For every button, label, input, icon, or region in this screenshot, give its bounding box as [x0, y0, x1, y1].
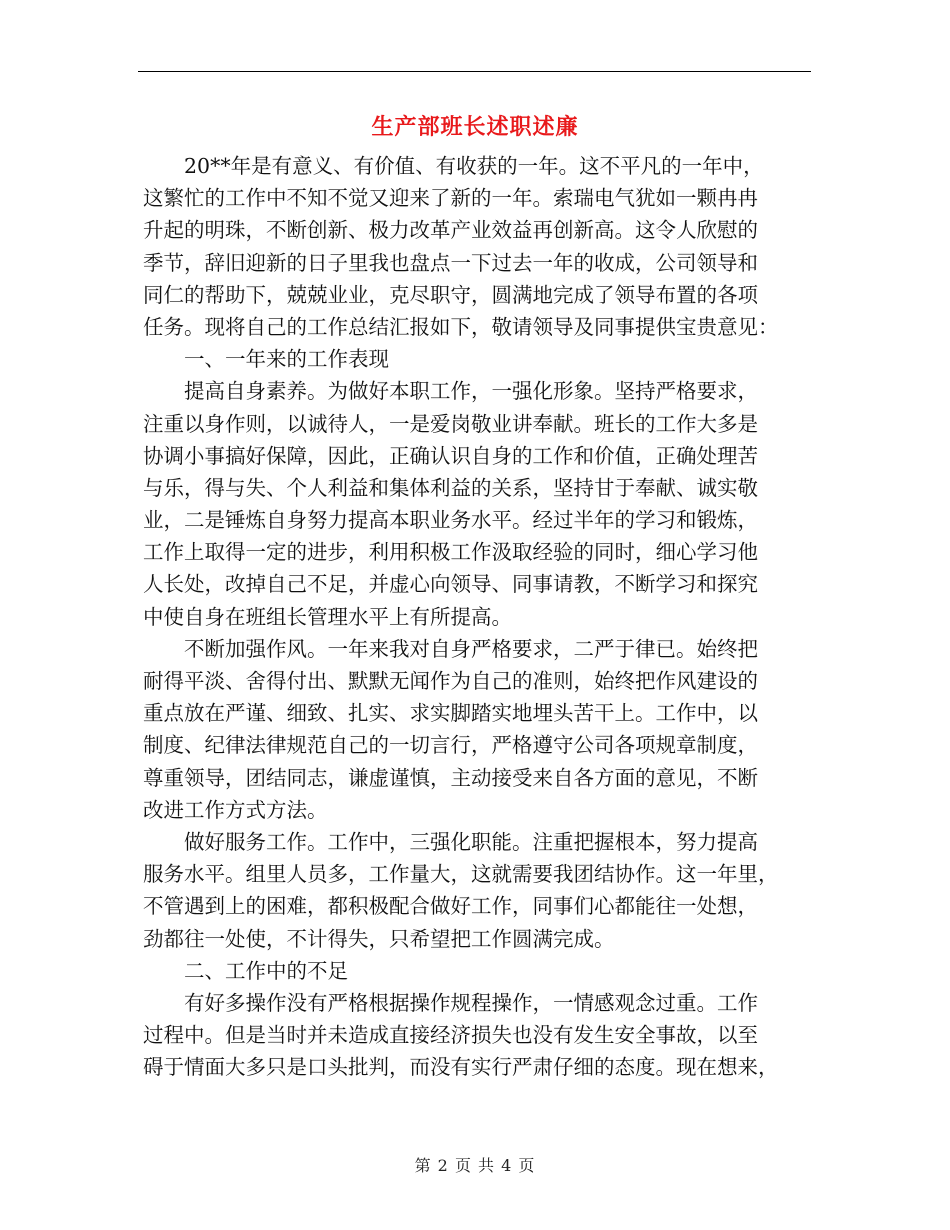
body-line: 协调小事搞好保障，因此，正确认识自身的工作和价值，正确处理苦 [143, 443, 758, 468]
body-line: 中使自身在班组长管理水平上有所提高。 [143, 604, 512, 629]
body-line: 有好多操作没有严格根据操作规程操作，一情感观念过重。工作 [143, 990, 758, 1015]
body-line: 同仁的帮助下，兢兢业业，克尽职守，圆满地完成了领导布置的各项 [143, 282, 758, 307]
body-line: 不管遇到上的困难，都积极配合做好工作，同事们心都能往一处想， [143, 894, 758, 919]
body-line: 这繁忙的工作中不知不觉又迎来了新的一年。索瑞电气犹如一颗冉冉 [143, 186, 758, 211]
body-line: 与乐，得与失、个人利益和集体利益的关系，坚持甘于奉献、诚实敬 [143, 475, 758, 500]
document-title: 生产部班长述职述廉 [371, 115, 579, 140]
body-line: 不断加强作风。一年来我对自身严格要求，二严于律已。始终把 [143, 636, 758, 661]
body-line: 碍于情面大多只是口头批判，而没有实行严肃仔细的态度。现在想来， [143, 1055, 779, 1080]
body-line: 服务水平。组里人员多，工作量大，这就需要我团结协作。这一年里， [143, 862, 779, 887]
body-line: 20**年是有意义、有价值、有收获的一年。这不平凡的一年中， [143, 154, 764, 178]
document-body [143, 150, 808, 1083]
body-line: 任务。现将自己的工作总结汇报如下，敬请领导及同事提供宝贵意见： [143, 314, 779, 339]
body-line: 过程中。但是当时并未造成直接经济损失也没有发生安全事故，以至 [143, 1023, 758, 1048]
body-line: 改进工作方式方法。 [143, 797, 328, 822]
body-line: 劲都往一处使，不计得失，只希望把工作圆满完成。 [143, 926, 615, 951]
body-line: 业，二是锤炼自身努力提高本职业务水平。经过半年的学习和锻炼， [143, 508, 758, 533]
body-line: 重点放在严谨、细致、扎实、求实脚踏实地埋头苦干上。工作中，以 [143, 701, 758, 726]
section-heading: 二、工作中的不足 [143, 958, 348, 983]
body-line: 升起的明珠，不断创新、极力改革产业效益再创新高。这令人欣慰的 [143, 218, 758, 243]
body-line: 人长处，改掉自己不足，并虚心向领导、同事请教，不断学习和探究 [143, 572, 758, 597]
body-line: 尊重领导，团结同志，谦虚谨慎，主动接受来自各方面的意见，不断 [143, 765, 758, 790]
body-line: 制度、纪律法律规范自己的一切言行，严格遵守公司各项规章制度， [143, 733, 758, 758]
body-line: 耐得平淡、舍得付出、默默无闻作为自己的准则，始终把作风建设的 [143, 669, 758, 693]
body-line: 注重以身作则，以诚待人，一是爱岗敬业讲奉献。班长的工作大多是 [143, 411, 758, 436]
body-line: 季节，辞旧迎新的日子里我也盘点一下过去一年的收成，公司领导和 [143, 250, 758, 275]
body-line: 做好服务工作。工作中，三强化职能。注重把握根本，努力提高 [143, 829, 758, 854]
section-heading: 一、一年来的工作表现 [143, 347, 389, 372]
body-line: 提高自身素养。为做好本职工作，一强化形象。坚持严格要求， [143, 379, 758, 404]
header-rule [138, 71, 811, 72]
page-number: 第 2 页 共 4 页 [414, 1156, 536, 1175]
body-line: 工作上取得一定的进步，利用积极工作汲取经验的同时，细心学习他 [143, 540, 758, 565]
